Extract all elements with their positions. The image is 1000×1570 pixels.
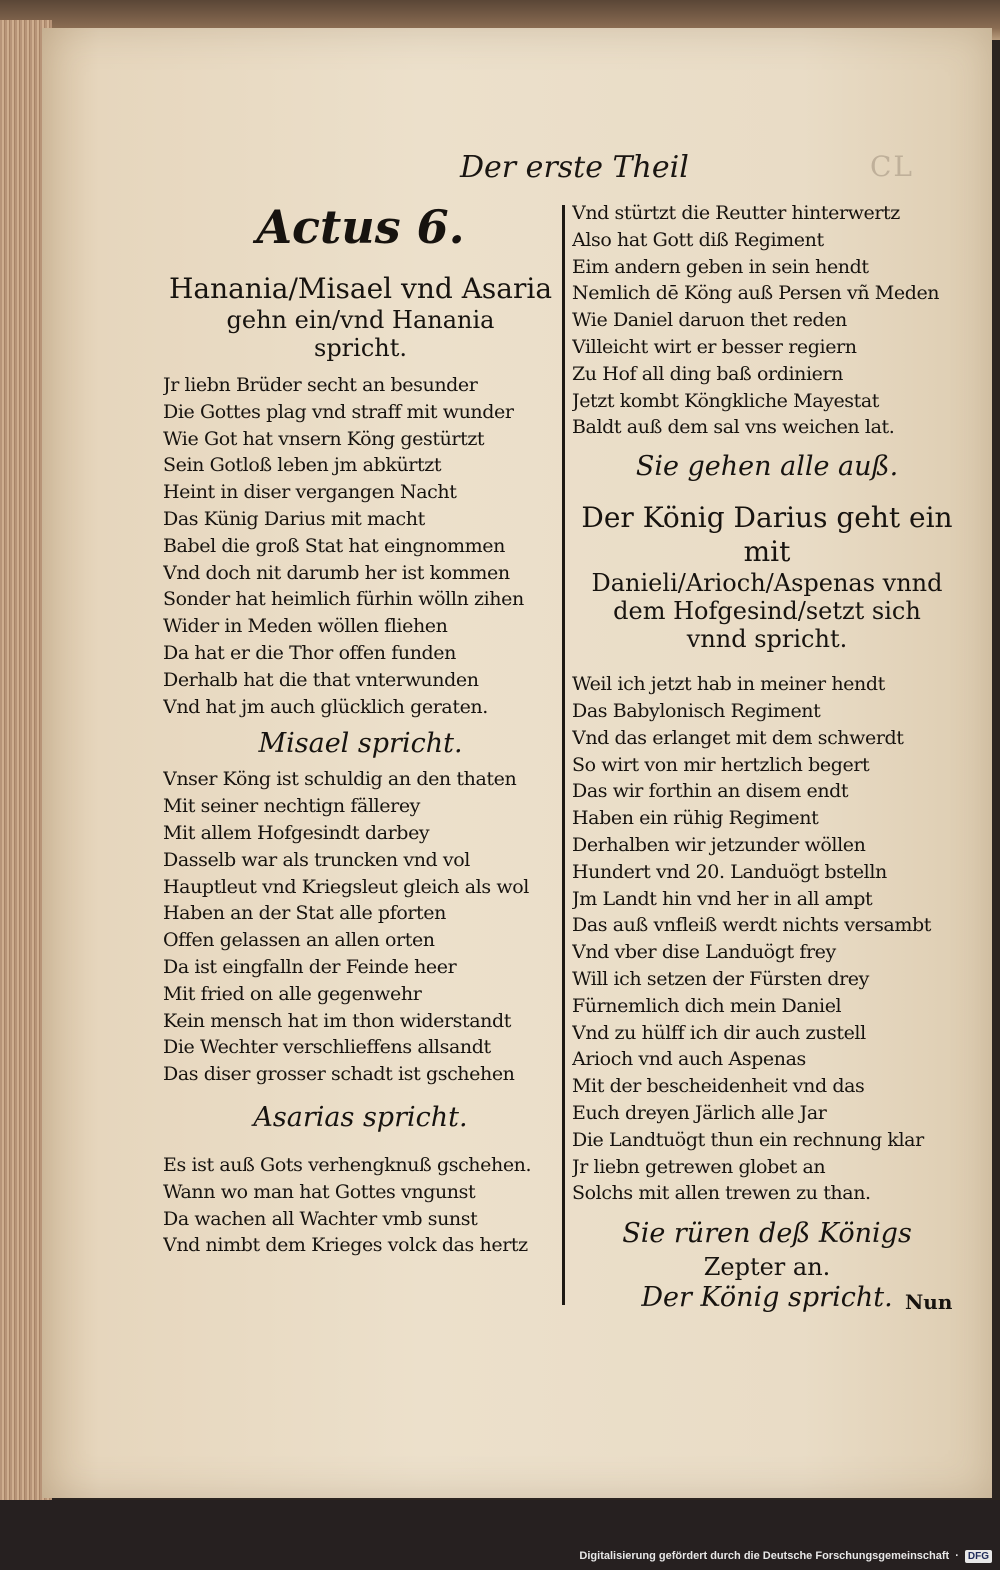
verse-line: Jm Landt hin vnd her in all ampt: [572, 887, 873, 910]
verse-line: Das diser grosser schadt ist gschehen: [163, 1063, 515, 1086]
verse-line: Derhalb hat die that vnterwunden: [163, 668, 479, 691]
verse-line: Haben ein rühig Regiment: [572, 807, 819, 830]
verse-line: Dasselb war als truncken vnd vol: [163, 848, 470, 871]
running-head: Der erste Theil: [460, 150, 689, 185]
verse-line: Also hat Gott diß Regiment: [572, 228, 824, 251]
verse-line: Villeicht wirt er besser regiern: [572, 335, 857, 358]
verse-line: Mit der bescheidenheit vnd das: [572, 1075, 865, 1098]
verse-line: Vnd das erlanget mit dem schwerdt: [572, 726, 904, 749]
verse-line: Das wir forthin an disem endt: [572, 780, 849, 803]
verse-line: Da ist eingfalln der Feinde heer: [163, 955, 457, 978]
catchword: Nun: [905, 1290, 953, 1314]
verse-line: Eim andern geben in sein hendt: [572, 255, 869, 278]
stage-direction-continued: Zepter an.: [703, 1253, 831, 1282]
verse-line: Haben an der Stat alle pforten: [163, 902, 446, 925]
verse-line: Mit allem Hofgesindt darbey: [163, 821, 430, 844]
scene-heading-line: gehn ein/vnd Hanania: [226, 306, 495, 334]
verse-block: [163, 766, 558, 1088]
verse-line: Zu Hof all ding baß ordiniern: [572, 362, 844, 385]
left-column: [163, 200, 558, 1259]
verse-block: [572, 671, 962, 1207]
dfg-logo: DFG: [965, 1550, 992, 1563]
stage-direction: Sie rüren deß Königs: [622, 1218, 912, 1250]
verse-line: Mit fried on alle gegenwehr: [163, 982, 422, 1005]
verse-line: Das Künig Darius mit macht: [163, 507, 425, 530]
verse-line: Jr liebn getrewen globet an: [572, 1155, 826, 1178]
verse-line: Das auß vnfleiß werdt nichts versambt: [572, 914, 931, 937]
speaker-heading: Asarias spricht.: [253, 1101, 468, 1133]
verse-line: Die Wechter verschlieffens allsandt: [163, 1036, 491, 1059]
verse-line: Mit seiner nechtign fällerey: [163, 795, 421, 818]
stage-direction: Sie gehen alle auß.: [635, 451, 899, 483]
verse-line: Nemlich dē Köng auß Persen vñ Meden: [572, 282, 940, 305]
verse-line: Vnd doch nit darumb her ist kommen: [163, 561, 510, 584]
verse-line: Vnd vber dise Landuögt frey: [572, 941, 836, 964]
verse-line: Wie Got hat vnsern Köng gestürtzt: [163, 427, 485, 450]
verse-line: Baldt auß dem sal vns weichen lat.: [572, 416, 895, 439]
verse-line: Vnser Köng ist schuldig an den thaten: [163, 768, 517, 791]
scene-heading-line: Der König Darius geht ein mit: [581, 501, 953, 569]
digitization-footer: Digitalisierung gefördert durch die Deutsche Forschungsgemeinschaft · DFG: [579, 1547, 992, 1565]
verse-line: Will ich setzen der Fürsten drey: [572, 967, 869, 990]
verse-block: [163, 1152, 558, 1259]
verse-line: Fürnemlich dich mein Daniel: [572, 994, 842, 1017]
verse-line: Vnd zu hülff ich dir auch zustell: [572, 1021, 866, 1044]
verse-line: Vnd hat jm auch glücklich geraten.: [163, 695, 488, 718]
verse-line: Solchs mit allen trewen zu than.: [572, 1182, 871, 1205]
footer-text: Digitalisierung gefördert durch die Deutsche Forschungsgemeinschaft: [579, 1550, 950, 1562]
verse-line: Wider in Meden wöllen fliehen: [163, 615, 448, 638]
verse-line: Derhalben wir jetzunder wöllen: [572, 833, 866, 856]
scene-heading-line: spricht.: [314, 334, 407, 362]
verse-line: Da wachen all Wachter vmb sunst: [163, 1207, 478, 1230]
verse-line: Wie Daniel daruon thet reden: [572, 309, 847, 332]
verse-line: Das Babylonisch Regiment: [572, 699, 821, 722]
scene-heading-line: Hanania/Misael vnd Asaria: [168, 272, 553, 305]
verse-line: Die Gottes plag vnd straff mit wunder: [163, 400, 514, 423]
verse-line: Es ist auß Gots verhengknuß gschehen.: [163, 1153, 532, 1176]
verse-block: [163, 372, 558, 720]
verse-line: Jetzt kombt Köngkliche Mayestat: [572, 389, 880, 412]
verse-line: Vnd nimbt dem Krieges volck das hertz: [163, 1234, 528, 1257]
verse-line: Heint in diser vergangen Nacht: [163, 481, 457, 504]
act-title: Actus 6.: [256, 200, 465, 254]
verse-line: Sein Gotloß leben jm abkürtzt: [163, 454, 442, 477]
verse-block: [572, 200, 962, 441]
speaker-heading: Misael spricht.: [258, 728, 463, 760]
verse-line: Weil ich jetzt hab in meiner hendt: [572, 673, 885, 696]
scene-heading-line: Danieli/Arioch/Aspenas vnnd: [591, 569, 943, 598]
verse-line: Da hat er die Thor offen funden: [163, 641, 456, 664]
scene-heading-line: dem Hofgesind/setzt sich: [613, 597, 921, 626]
verse-line: Hauptleut vnd Kriegsleut gleich als wol: [163, 875, 529, 898]
column-divider: [562, 205, 565, 1305]
verse-line: Vnd stürtzt die Reutter hinterwertz: [572, 202, 900, 224]
scene-heading-line: vnnd spricht.: [686, 625, 848, 654]
verse-line: Hundert vnd 20. Landuögt bstelln: [572, 860, 887, 883]
verse-line: Sonder hat heimlich fürhin wölln zihen: [163, 588, 524, 611]
verse-line: Jr liebn Brüder secht an besunder: [163, 374, 478, 396]
right-column: [572, 200, 962, 1317]
verse-line: Kein mensch hat im thon widerstandt: [163, 1009, 511, 1032]
folio-number: CL: [870, 150, 915, 183]
verse-line: Die Landtuögt thun ein rechnung klar: [572, 1128, 924, 1151]
speaker-heading: Der König spricht.: [641, 1282, 893, 1314]
verse-line: Euch dreyen Järlich alle Jar: [572, 1101, 827, 1124]
verse-line: Arioch vnd auch Aspenas: [572, 1048, 806, 1071]
verse-line: Wann wo man hat Gottes vngunst: [163, 1180, 476, 1203]
verse-line: So wirt von mir hertzlich begert: [572, 753, 870, 776]
verse-line: Offen gelassen an allen orten: [163, 929, 435, 952]
verse-line: Babel die groß Stat hat eingnommen: [163, 534, 505, 557]
